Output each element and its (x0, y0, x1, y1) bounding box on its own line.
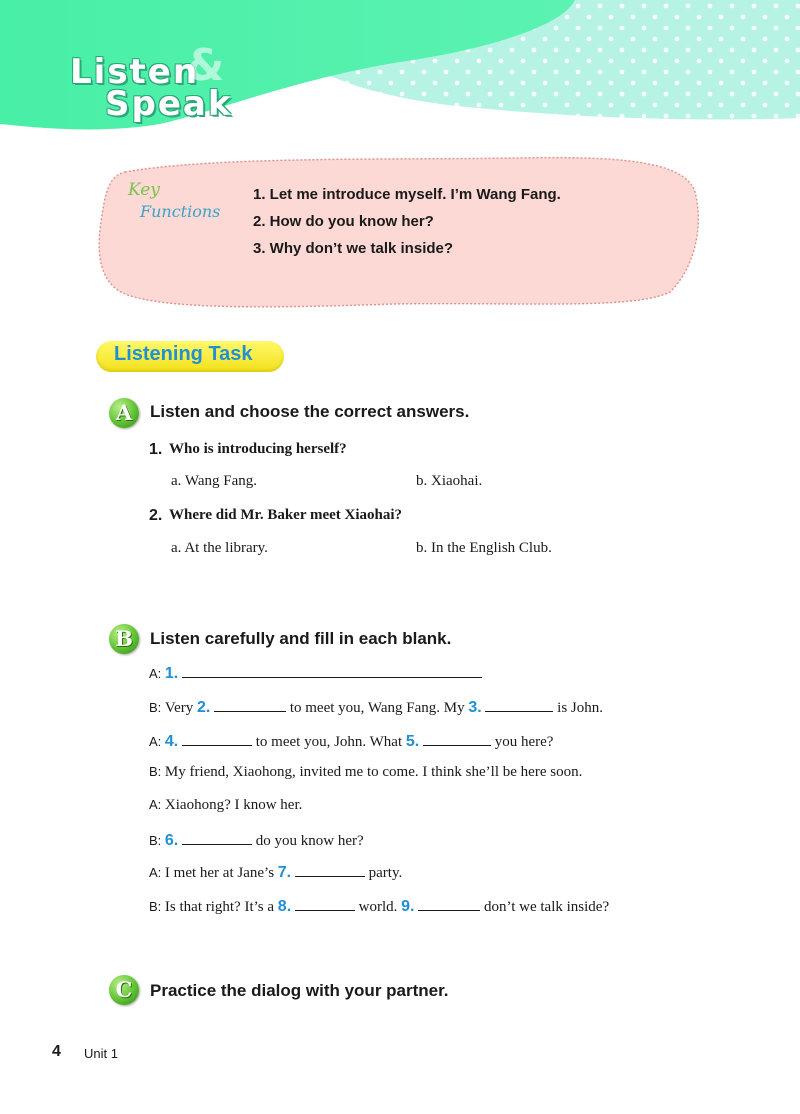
dialog-text: is John. (557, 700, 604, 716)
option-b: b. Xiaohai. (416, 473, 483, 489)
dialog-text: don’t we talk inside? (483, 899, 610, 915)
dialog-line (149, 896, 609, 916)
answer-blank[interactable] (182, 731, 252, 746)
blank-number: 9. (401, 898, 415, 915)
answer-blank[interactable] (295, 896, 355, 911)
header-title-speak: Speak (105, 84, 233, 124)
dialog-line (149, 764, 582, 781)
blank-number: 1. (164, 665, 179, 682)
speaker-label: A: (149, 865, 165, 880)
dialog-text: you here? (494, 734, 554, 750)
section-b-title: Listen carefully and fill in each blank. (150, 629, 452, 648)
speaker-label: B: (149, 899, 165, 914)
blank-number: 8. (277, 898, 292, 915)
dialog-line (149, 862, 402, 882)
blank-number: 3. (468, 699, 482, 716)
answer-blank[interactable] (418, 896, 480, 911)
section-a-badge: A (109, 398, 139, 428)
speaker-label: B: (149, 764, 165, 779)
blank-number: 5. (405, 733, 420, 750)
speaker-label: B: (149, 833, 165, 848)
header-title-ampersand: & (186, 40, 225, 91)
question-text: Who is introducing herself? (169, 441, 347, 457)
speaker-label: A: (149, 666, 165, 681)
blank-number: 6. (164, 832, 179, 849)
speaker-label: A: (149, 797, 165, 812)
dialog-text: Is that right? It’s a (164, 899, 275, 915)
dialog-text: Very (164, 700, 194, 716)
dialog-text: My friend, Xiaohong, invited me to come. I think she’ll be here soon. (164, 764, 583, 780)
dialog-text: Xiaohong? I know her. (164, 797, 303, 813)
dialog-text: world. (358, 899, 398, 915)
dialog-line (149, 697, 603, 717)
blank-number: 4. (164, 733, 179, 750)
dialog-text: I met her at Jane’s (164, 865, 275, 881)
page-number: 4 (52, 1043, 61, 1060)
dialog-line (149, 797, 302, 814)
key-label: Key (128, 180, 160, 200)
answer-blank[interactable] (214, 697, 286, 712)
dialog-line (149, 830, 364, 850)
option-a: a. At the library. (171, 540, 268, 556)
dialog-text: do you know her? (255, 833, 364, 849)
unit-label: Unit 1 (84, 1046, 118, 1061)
listening-task-label: Listening Task (114, 343, 253, 365)
section-b-badge: B (109, 624, 139, 654)
speaker-label: B: (149, 700, 165, 715)
header-title-listen: Listen (70, 52, 200, 92)
answer-blank[interactable] (423, 731, 491, 746)
dialog-text: to meet you, John. What (255, 734, 403, 750)
dialog-text: to meet you, Wang Fang. My (289, 700, 465, 716)
option-b: b. In the English Club. (416, 540, 552, 556)
blank-number: 2. (196, 699, 211, 716)
section-c-badge: C (109, 975, 139, 1005)
question-number: 1. (149, 441, 163, 458)
dialog-text: party. (368, 865, 403, 881)
question-number: 2. (149, 507, 163, 524)
key-function-item: 3. Why don’t we talk inside? (253, 240, 454, 257)
blank-number: 7. (277, 864, 292, 881)
question-text: Where did Mr. Baker meet Xiaohai? (169, 507, 403, 523)
option-a: a. Wang Fang. (171, 473, 258, 489)
key-function-item: 2. How do you know her? (253, 213, 434, 230)
dialog-line (149, 731, 553, 751)
answer-blank[interactable] (182, 830, 252, 845)
section-c-title: Practice the dialog with your partner. (150, 981, 449, 1000)
speaker-label: A: (149, 734, 165, 749)
answer-blank[interactable] (485, 697, 553, 712)
key-functions-list (253, 185, 561, 266)
dialog-line (149, 663, 482, 683)
answer-blank[interactable] (295, 862, 365, 877)
functions-label: Functions (140, 202, 221, 221)
answer-blank[interactable] (182, 663, 482, 678)
key-function-item: 1. Let me introduce myself. I’m Wang Fang. (253, 186, 561, 203)
section-a-title: Listen and choose the correct answers. (150, 402, 470, 421)
